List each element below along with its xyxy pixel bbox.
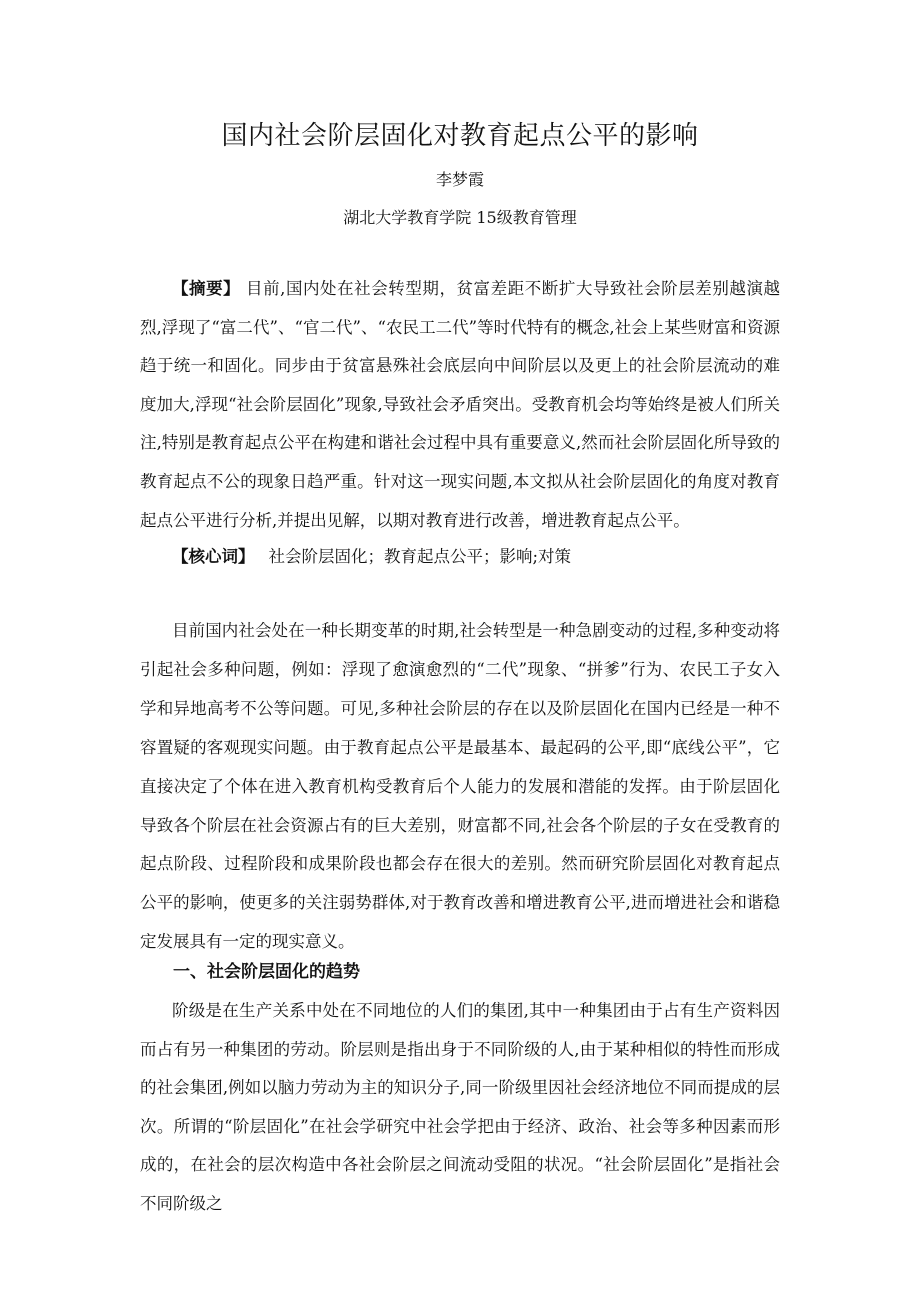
keywords-label: 【核心词】 — [172, 547, 255, 566]
keywords-paragraph — [140, 538, 780, 577]
section-heading: 一、社会阶层固化的趋势 — [173, 962, 360, 982]
keywords-text: 社会阶层固化；教育起点公平；影响;对策 — [268, 547, 572, 566]
section-paragraph: 阶级是在生产关系中处在不同地位的人们的集团,其中一种集团由于占有生产资料因而占有另一种集团的劳动。阶层则是指出身于不同阶级的人,由于某种相似的特性而形成的社会集团,例如以脑力劳动为主的知识分子,同一阶级里因社会经济地位不同而提成的层次。所谓的“阶层固化”在社会学研究中社会学把由于经济、政治、社会等多种因素而形成的，在社会的层次构造中各社会阶层之间流动受阻的状况。“社会阶层固化”是指社会不同阶级之 — [140, 1001, 780, 1213]
author-name: 李梦霞 — [435, 170, 484, 189]
intro-paragraph: 目前国内社会处在一种长期变革的时期,社会转型是一种急剧变动的过程,多种变动将引起社会多种问题，例如：浮现了愈演愈烈的“二代”现象、“拼爹”行为、农民工子女入学和异地高考不公等问题。可见,多种社会阶层的存在以及阶层固化在国内已经是一种不容置疑的客观现实问题。由于教育起点公平是最基本、最起码的公平,即“底线公平”，它直接决定了个体在进入教育机构受教育后个人能力的发展和潜能的发挥。由于阶层固化导致各个阶层在社会资源占有的巨大差别，财富都不同,社会各个阶层的子女在受教育的起点阶段、过程阶段和成果阶段也都会存在很大的差别。然而研究阶层固化对教育起点公平的影响，使更多的关注弱势群体,对于教育改善和增进教育公平,进而增进社会和谐稳定发展具有一定的现实意义。 — [140, 621, 780, 952]
abstract-paragraph — [140, 270, 780, 540]
abstract-label: 【摘要】 — [172, 279, 241, 298]
abstract-text: 目前,国内处在社会转型期，贫富差距不断扩大导致社会阶层差别越演越烈,浮现了“富二代”、“官二代”、“农民工二代”等时代特有的概念,社会上某些财富和资源趋于统一和固化。同步由于贫富悬殊社会底层向中间阶层以及更上的社会阶层流动的难度加大,浮现“社会阶层固化”现象,导致社会矛盾突出。受教育机会均等始终是被人们所关注,特别是教育起点公平在构建和谐社会过程中具有重要意义,然而社会阶层固化所导致的教育起点不公的现象日趋严重。针对这一现实问题,本文拟从社会阶层固化的角度对教育起点公平进行分析,并提出见解，以期对教育进行改善，增进教育起点公平。 — [140, 279, 781, 530]
author-affiliation: 湖北大学教育学院 15级教育管理 — [343, 208, 577, 227]
document-title: 国内社会阶层固化对教育起点公平的影响 — [221, 121, 699, 151]
